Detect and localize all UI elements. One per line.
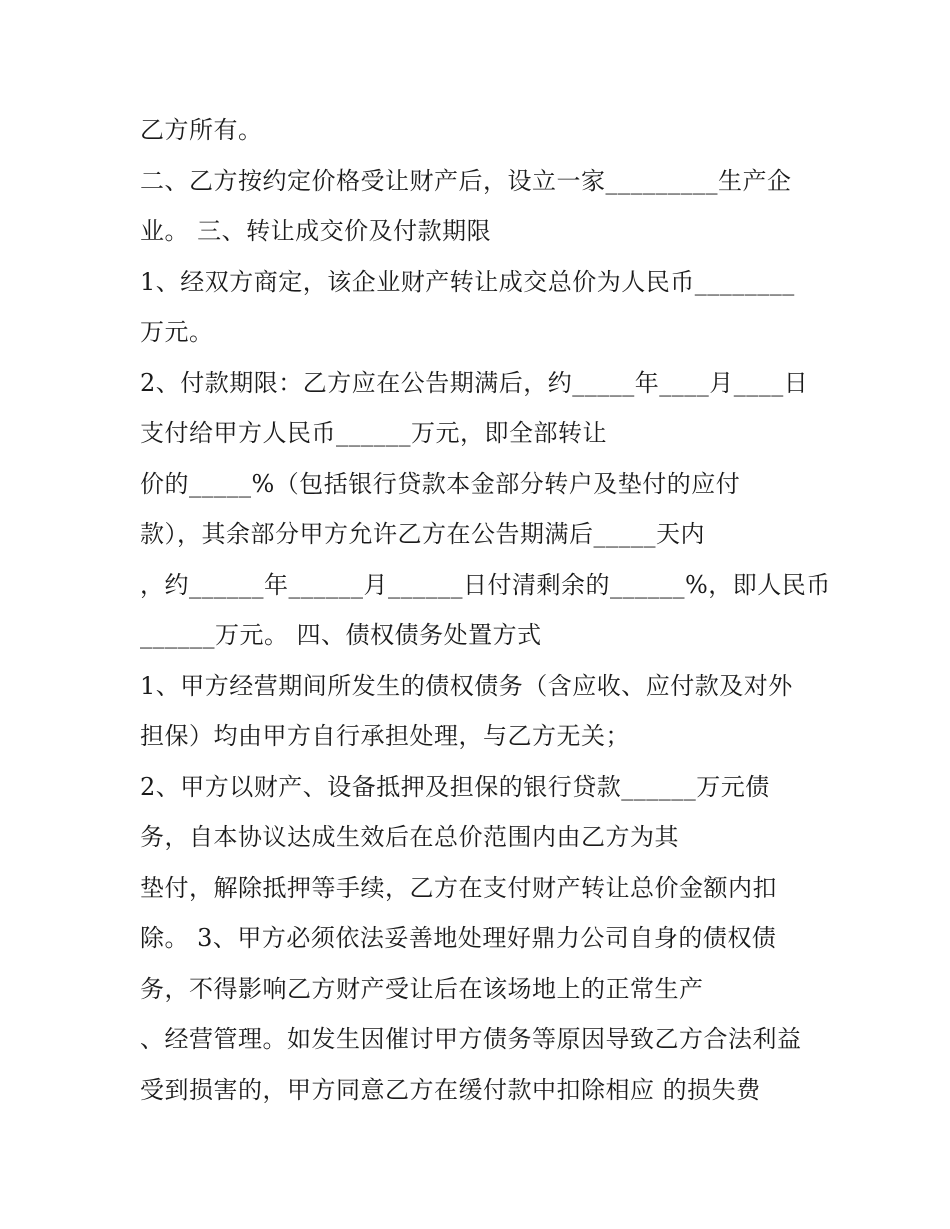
text-line: 务，不得影响乙方财产受让后在该场地上的正常生产 bbox=[140, 975, 704, 1003]
text-line: 1、经双方商定，该企业财产转让成交总价为人民币________ bbox=[140, 268, 795, 296]
text-line: ，约______年______月______日付清剩余的______%，即人民币 bbox=[140, 571, 831, 599]
text-line: 担保）均由甲方自行承担处理，与乙方无关； bbox=[140, 722, 630, 750]
text-line: 除。 3、甲方必须依法妥善地处理好鼎力公司自身的债权债 bbox=[140, 924, 777, 952]
text-line: 1、甲方经营期间所发生的债权债务（含应收、应付款及对外 bbox=[140, 672, 793, 700]
text-line: 万元。 bbox=[140, 318, 214, 346]
text-line: 二、乙方按约定价格受让财产后，设立一家_________生产企 bbox=[140, 167, 792, 195]
text-line: 2、甲方以财产、设备抵押及担保的银行贷款______万元债 bbox=[140, 773, 770, 801]
text-line: 支付给甲方人民币______万元，即全部转让 bbox=[140, 419, 607, 447]
text-line: 垫付，解除抵押等手续，乙方在支付财产转让总价金额内扣 bbox=[140, 874, 777, 902]
text-line: 款），其余部分甲方允许乙方在公告期满后_____天内 bbox=[140, 520, 705, 548]
text-line: 价的_____%（包括银行贷款本金部分转户及垫付的应付 bbox=[140, 470, 741, 498]
text-line: 2、付款期限：乙方应在公告期满后，约_____年____月____日 bbox=[140, 369, 809, 397]
text-line: 业。 三、转让成交价及付款期限 bbox=[140, 217, 492, 245]
text-line: 乙方所有。 bbox=[140, 116, 263, 144]
text-line: 务，自本协议达成生效后在总价范围内由乙方为其 bbox=[140, 823, 679, 851]
text-line: 、经营管理。如发生因催讨甲方债务等原因导致乙方合法利益 bbox=[140, 1025, 802, 1053]
text-line: ______万元。 四、债权债务处置方式 bbox=[140, 621, 542, 649]
text-line: 受到损害的，甲方同意乙方在缓付款中扣除相应 的损失费 bbox=[140, 1076, 761, 1104]
